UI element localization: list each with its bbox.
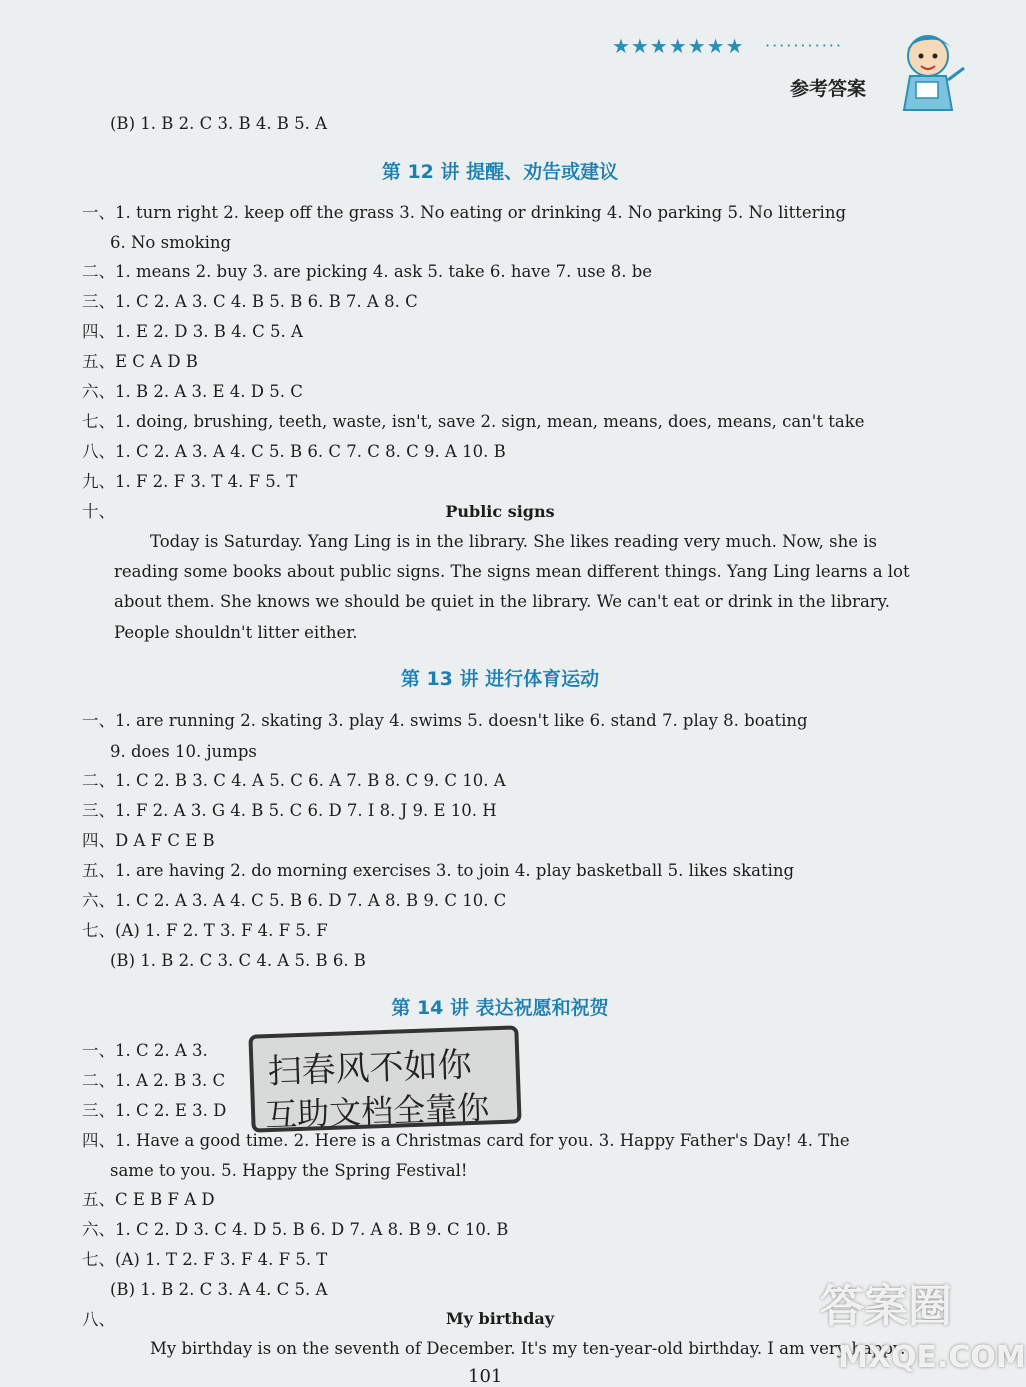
- answer-line: (B) 1. B 2. C 3. A 4. C 5. A: [110, 1280, 328, 1299]
- essay-line: My birthday is on the seventh of December. It's my ten-year-old birthday. I am very happy.: [150, 1339, 906, 1358]
- answer-line: 八、1. C 2. A 3. A 4. C 5. B 6. C 7. C 8. C 9. A 10. B: [82, 442, 506, 461]
- answer-line: (B) 1. B 2. C 3. B 4. B 5. A: [110, 114, 328, 133]
- essay-line: about them. She knows we should be quiet in the library. We can't eat or drink in the library.: [114, 592, 891, 611]
- answer-line: same to you. 5. Happy the Spring Festival!: [110, 1161, 468, 1180]
- watermark-logo: 答案圈: [820, 1281, 952, 1332]
- header-label: 参考答案: [790, 78, 867, 100]
- essay-title: Public signs: [445, 502, 555, 521]
- answer-line: 一、1. turn right 2. keep off the grass 3. No eating or drinking 4. No parking 5. No littering: [82, 203, 847, 222]
- stamp-watermark: [248, 1025, 521, 1135]
- answer-line: 二、1. means 2. buy 3. are picking 4. ask 5. take 6. have 7. use 8. be: [82, 262, 653, 281]
- answer-line: 一、1. C 2. A 3.: [82, 1041, 208, 1060]
- answer-line: 六、1. B 2. A 3. E 4. D 5. C: [82, 382, 303, 401]
- answer-line: 二、1. C 2. B 3. C 4. A 5. C 6. A 7. B 8. C 9. C 10. A: [82, 771, 506, 790]
- answer-line: 五、C E B F A D: [82, 1190, 215, 1209]
- answer-line: 七、(A) 1. F 2. T 3. F 4. F 5. F: [82, 921, 328, 940]
- answer-line: 四、1. E 2. D 3. B 4. C 5. A: [82, 322, 303, 341]
- section-title-14: 第 14 讲 表达祝愿和祝贺: [391, 997, 609, 1019]
- essay-line: People shouldn't litter either.: [114, 623, 358, 642]
- page-number: 101: [468, 1366, 503, 1387]
- section-title-13: 第 13 讲 进行体育运动: [400, 668, 600, 690]
- answer-line: 6. No smoking: [110, 233, 232, 252]
- answer-line: 八、: [82, 1310, 115, 1329]
- header-dots: ···········: [765, 36, 843, 55]
- essay-line: Today is Saturday. Yang Ling is in the library. She likes reading very much. Now, she is: [150, 532, 877, 551]
- section-title-12: 第 12 讲 提醒、劝告或建议: [381, 161, 619, 183]
- answer-line: 九、1. F 2. F 3. T 4. F 5. T: [82, 472, 298, 491]
- answer-line: 七、1. doing, brushing, teeth, waste, isn't, save 2. sign, mean, means, does, means, can't take: [82, 412, 865, 431]
- stamp-line-2: 互助文档全靠你: [264, 1088, 490, 1135]
- answer-line: (B) 1. B 2. C 3. C 4. A 5. B 6. B: [110, 951, 366, 970]
- answer-line: 六、1. C 2. D 3. C 4. D 5. B 6. D 7. A 8. B 9. C 10. B: [82, 1220, 509, 1239]
- stamp-line-1: 扫春风不如你: [266, 1044, 473, 1093]
- answer-line: 四、1. Have a good time. 2. Here is a Christmas card for you. 3. Happy Father's Day! 4. The: [82, 1131, 850, 1150]
- mascot-icon: [890, 20, 970, 120]
- answer-line: 五、1. are having 2. do morning exercises 3. to join 4. play basketball 5. likes skating: [82, 861, 795, 880]
- header-stars: ★★★★★★★: [612, 34, 745, 58]
- answer-line: 一、1. are running 2. skating 3. play 4. swims 5. doesn't like 6. stand 7. play 8. boating: [82, 711, 808, 730]
- answer-line: 五、E C A D B: [82, 352, 198, 371]
- answer-line: 十、: [82, 502, 115, 521]
- essay-title: My birthday: [445, 1309, 555, 1328]
- answer-line: 9. does 10. jumps: [110, 742, 257, 761]
- answer-line: 二、1. A 2. B 3. C: [82, 1071, 226, 1090]
- answer-line: 三、1. F 2. A 3. G 4. B 5. C 6. D 7. I 8. J 9. E 10. H: [82, 801, 497, 820]
- answer-line: 三、1. C 2. A 3. C 4. B 5. B 6. B 7. A 8. C: [82, 292, 418, 311]
- answer-line: 四、D A F C E B: [82, 831, 215, 850]
- answer-line: 六、1. C 2. A 3. A 4. C 5. B 6. D 7. A 8. B 9. C 10. C: [82, 891, 507, 910]
- answer-line: 三、1. C 2. E 3. D: [82, 1101, 227, 1120]
- watermark-url: MXQE.COM: [838, 1340, 1026, 1375]
- essay-line: reading some books about public signs. The signs mean different things. Yang Ling learns a lot: [114, 562, 910, 581]
- answer-line: 七、(A) 1. T 2. F 3. F 4. F 5. T: [82, 1250, 328, 1269]
